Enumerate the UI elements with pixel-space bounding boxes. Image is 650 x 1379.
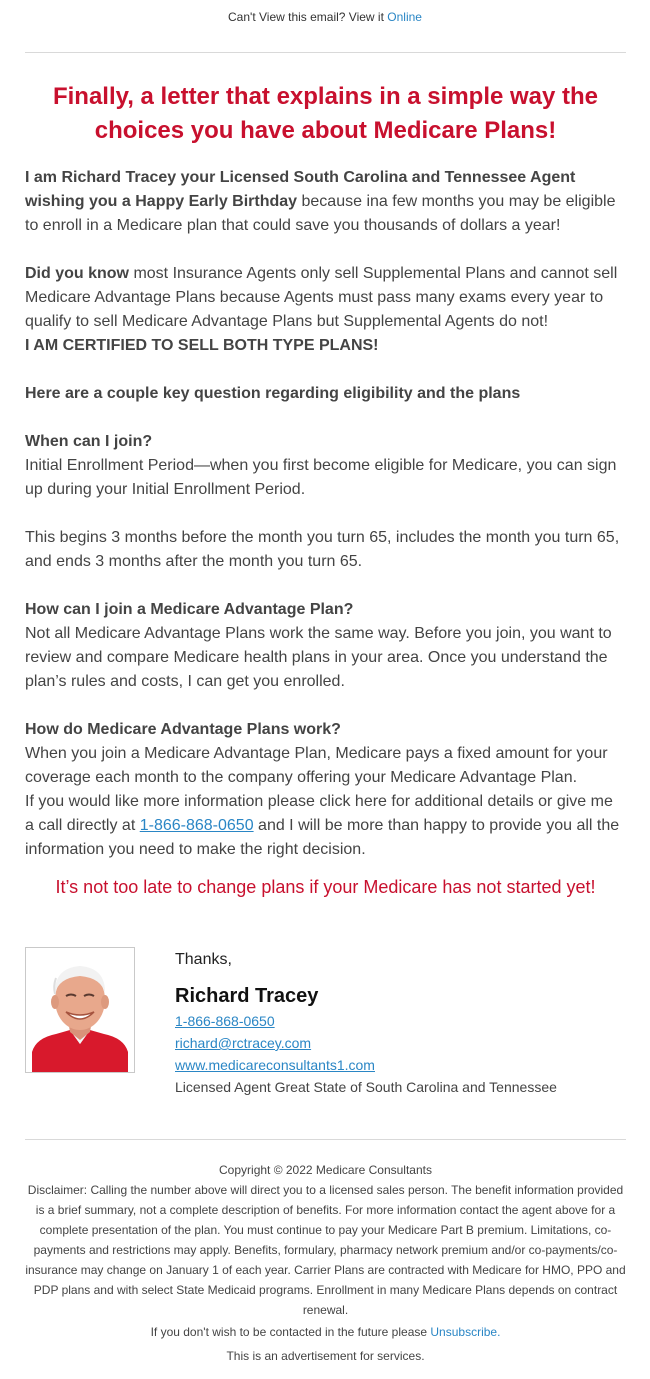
how-join-answer: Not all Medicare Advantage Plans work the same way. Before you join, you want to review and compare Medicare health plans in your area. Once you understand the plan’s rules and costs, I can get you enrolled. [25,625,612,690]
change-plans-callout: It’s not too late to change plans if your Medicare has not started yet! [55,877,596,897]
how-join-section [25,598,626,694]
certified-statement: I AM CERTIFIED TO SELL BOTH TYPE PLANS! [25,337,379,354]
online-link[interactable]: Online [387,10,422,24]
agent-name: Richard Tracey [175,985,319,1007]
did-you-know-paragraph [25,262,626,358]
when-join-question: When can I join? [25,433,153,450]
footer-divider [25,1139,626,1140]
unsubscribe-line [25,1322,626,1342]
how-work-section [25,718,626,862]
advertisement-notice: This is an advertisement for services. [226,1349,425,1363]
headline [25,80,626,148]
agent-photo [25,947,135,1073]
phone-link[interactable]: 1-866-868-0650 [139,817,254,834]
how-work-answer: When you join a Medicare Advantage Plan, Medicare pays a fixed amount for your coverage each month to the company offering your Medicare Advantage Plan. [25,745,608,786]
view-online-bar [0,10,650,24]
more-info-text: If you would like more information please click here for additional details or give me a call directly at [25,793,613,834]
more-info-suffix: and I will be more than happy to provide you all the information you need to make the right decision. [25,817,620,858]
intro-paragraph [25,166,626,238]
headline-line-2: choices you have about Medicare Plans! [94,117,557,144]
did-you-know-bold: Did you know [25,265,129,282]
begins-paragraph: This begins 3 months before the month you turn 65, includes the month you turn 65, and ends 3 months after the month you turn 65. [25,529,620,570]
how-join-question: How can I join a Medicare Advantage Plan? [25,601,354,618]
letter-body [25,166,626,886]
when-join-answer: Initial Enrollment Period—when you first become eligible for Medicare, you can sign up during your Initial Enrollment Period. [25,457,617,498]
disclaimer-text: Disclaimer: Calling the number above will direct you to a licensed sales person. The benefit information provided is a brief summary, not a complete description of benefits. For more information contact the agent above for a complete presentation of the plan. You must continue to pay your Medicare Part B premium. Limitations, co-payments and restrictions may apply. Benefits, formulary, pharmacy network premium and/or co-payments/co-insurance may change on January 1 of each year. Carrier Plans are contracted with Medicare for HMO, PPO and PDP plans and with select State Medicaid programs. Enrollment in many Medicare Plans depends on contract renewal. [25,1183,626,1317]
signature-block [175,948,615,1098]
unsubscribe-link[interactable]: Unsubscribe. [430,1325,501,1339]
license-text: Licensed Agent Great State of South Carolina and Tennessee [175,1079,557,1095]
how-work-question: How do Medicare Advantage Plans work? [25,721,341,738]
intro-bold: I am Richard Tracey your Licensed South Carolina and Tennessee Agent wishing you a Happy Early Birthday [25,169,576,210]
key-questions-heading: Here are a couple key question regarding eligibility and the plans [25,385,521,402]
signature-website-link[interactable]: www.medicareconsultants1.com [175,1057,375,1073]
unsubscribe-text: If you don't wish to be contacted in the future please [150,1325,428,1339]
when-join-section [25,430,626,502]
headline-line-1: Finally, a letter that explains in a simple way the [52,83,599,110]
agent-portrait-image [26,948,134,1072]
intro-text: because ina few months you may be eligible to enroll in a Medicare plan that could save you thousands of dollars a year! [25,193,616,234]
signature-phone-link[interactable]: 1-866-868-0650 [175,1013,275,1029]
copyright-text: Copyright © 2022 Medicare Consultants [219,1163,432,1177]
did-you-know-text: most Insurance Agents only sell Supplemental Plans and cannot sell Medicare Advantage Plans because Agents must pass many exams every year to qualify to sell Medicare Advantage Plans but Supplemental Agents do not! [25,265,618,330]
top-divider [25,52,626,53]
view-online-text: Can't View this email? View it [228,10,384,24]
signature-email-link[interactable]: richard@rctracey.com [175,1035,312,1051]
thanks-text: Thanks, [175,951,232,968]
footer [25,1160,626,1366]
